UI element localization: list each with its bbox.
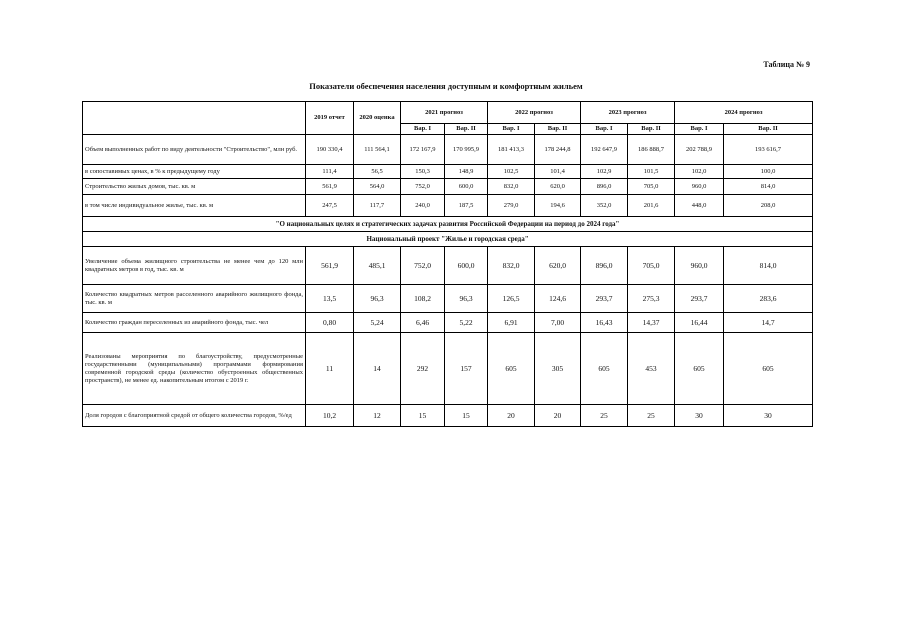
cell-value: 832,0 bbox=[488, 179, 535, 195]
cell-value: 448,0 bbox=[675, 195, 724, 217]
cell-value: 201,6 bbox=[628, 195, 675, 217]
header-2023: 2023 прогноз bbox=[581, 102, 675, 124]
cell-value: 56,5 bbox=[354, 165, 401, 179]
cell-value: 14,7 bbox=[724, 313, 813, 333]
header-empty bbox=[83, 102, 306, 135]
section-title: "О национальных целях и стратегических задачах развития Российской Федерации на период до 2024 года" bbox=[83, 217, 813, 232]
cell-value: 30 bbox=[675, 405, 724, 427]
cell-value: 705,0 bbox=[628, 179, 675, 195]
cell-value: 896,0 bbox=[581, 247, 628, 285]
header-2021: 2021 прогноз bbox=[401, 102, 488, 124]
row-label: в сопоставимых ценах, в % к предыдущему году bbox=[83, 165, 306, 179]
cell-value: 16,43 bbox=[581, 313, 628, 333]
cell-value: 111,4 bbox=[306, 165, 354, 179]
cell-value: 6,46 bbox=[401, 313, 445, 333]
row-label: Доля городов с благоприятной средой от общего количества городов, %/ед bbox=[83, 405, 306, 427]
cell-value: 305 bbox=[535, 333, 581, 405]
cell-value: 896,0 bbox=[581, 179, 628, 195]
cell-value: 605 bbox=[581, 333, 628, 405]
header-2019: 2019 отчет bbox=[306, 102, 354, 135]
header-var2: Вар. II bbox=[724, 124, 813, 135]
cell-value: 283,6 bbox=[724, 285, 813, 313]
row-label: Количество квадратных метров расселенного аварийного жилищного фонда, тыс. кв. м bbox=[83, 285, 306, 313]
section-title: Национальный проект "Жилье и городская среда" bbox=[83, 232, 813, 247]
cell-value: 0,80 bbox=[306, 313, 354, 333]
header-var2: Вар. II bbox=[628, 124, 675, 135]
header-var1: Вар. I bbox=[401, 124, 445, 135]
cell-value: 14,37 bbox=[628, 313, 675, 333]
cell-value: 561,9 bbox=[306, 247, 354, 285]
cell-value: 25 bbox=[628, 405, 675, 427]
header-var2: Вар. II bbox=[535, 124, 581, 135]
row-label: Строительство жилых домов, тыс. кв. м bbox=[83, 179, 306, 195]
cell-value: 453 bbox=[628, 333, 675, 405]
table-number: Таблица № 9 bbox=[763, 60, 810, 69]
row-label: Объем выполненных работ по виду деятельности "Строительство", млн руб. bbox=[83, 135, 306, 165]
table-row bbox=[83, 195, 813, 217]
table-row bbox=[83, 165, 813, 179]
cell-value: 20 bbox=[488, 405, 535, 427]
cell-value: 13,5 bbox=[306, 285, 354, 313]
cell-value: 157 bbox=[445, 333, 488, 405]
cell-value: 832,0 bbox=[488, 247, 535, 285]
cell-value: 247,5 bbox=[306, 195, 354, 217]
table-row bbox=[83, 179, 813, 195]
cell-value: 111 564,1 bbox=[354, 135, 401, 165]
cell-value: 279,0 bbox=[488, 195, 535, 217]
cell-value: 293,7 bbox=[581, 285, 628, 313]
cell-value: 117,7 bbox=[354, 195, 401, 217]
cell-value: 752,0 bbox=[401, 179, 445, 195]
cell-value: 15 bbox=[401, 405, 445, 427]
cell-value: 102,5 bbox=[488, 165, 535, 179]
cell-value: 5,24 bbox=[354, 313, 401, 333]
cell-value: 20 bbox=[535, 405, 581, 427]
cell-value: 605 bbox=[724, 333, 813, 405]
cell-value: 181 413,3 bbox=[488, 135, 535, 165]
row-label: в том числе индивидуальное жилье, тыс. кв. м bbox=[83, 195, 306, 217]
cell-value: 108,2 bbox=[401, 285, 445, 313]
cell-value: 292 bbox=[401, 333, 445, 405]
cell-value: 11 bbox=[306, 333, 354, 405]
cell-value: 752,0 bbox=[401, 247, 445, 285]
cell-value: 561,9 bbox=[306, 179, 354, 195]
cell-value: 564,0 bbox=[354, 179, 401, 195]
header-var1: Вар. I bbox=[675, 124, 724, 135]
cell-value: 7,00 bbox=[535, 313, 581, 333]
cell-value: 485,1 bbox=[354, 247, 401, 285]
cell-value: 620,0 bbox=[535, 247, 581, 285]
cell-value: 814,0 bbox=[724, 247, 813, 285]
cell-value: 172 167,9 bbox=[401, 135, 445, 165]
cell-value: 30 bbox=[724, 405, 813, 427]
cell-value: 600,0 bbox=[445, 179, 488, 195]
header-2024: 2024 прогноз bbox=[675, 102, 813, 124]
table-row bbox=[83, 313, 813, 333]
header-var2: Вар. II bbox=[445, 124, 488, 135]
cell-value: 293,7 bbox=[675, 285, 724, 313]
cell-value: 275,3 bbox=[628, 285, 675, 313]
cell-value: 187,5 bbox=[445, 195, 488, 217]
cell-value: 186 888,7 bbox=[628, 135, 675, 165]
cell-value: 178 244,8 bbox=[535, 135, 581, 165]
header-2022: 2022 прогноз bbox=[488, 102, 581, 124]
cell-value: 150,3 bbox=[401, 165, 445, 179]
cell-value: 148,9 bbox=[445, 165, 488, 179]
cell-value: 102,9 bbox=[581, 165, 628, 179]
cell-value: 192 647,9 bbox=[581, 135, 628, 165]
cell-value: 960,0 bbox=[675, 247, 724, 285]
section-row bbox=[83, 217, 813, 232]
cell-value: 194,6 bbox=[535, 195, 581, 217]
table-row bbox=[83, 135, 813, 165]
cell-value: 193 616,7 bbox=[724, 135, 813, 165]
cell-value: 600,0 bbox=[445, 247, 488, 285]
cell-value: 202 788,9 bbox=[675, 135, 724, 165]
header-var1: Вар. I bbox=[488, 124, 535, 135]
cell-value: 124,6 bbox=[535, 285, 581, 313]
cell-value: 190 330,4 bbox=[306, 135, 354, 165]
cell-value: 96,3 bbox=[445, 285, 488, 313]
header-var1: Вар. I bbox=[581, 124, 628, 135]
cell-value: 240,0 bbox=[401, 195, 445, 217]
cell-value: 5,22 bbox=[445, 313, 488, 333]
cell-value: 620,0 bbox=[535, 179, 581, 195]
cell-value: 960,0 bbox=[675, 179, 724, 195]
indicators-table bbox=[82, 101, 813, 427]
cell-value: 605 bbox=[488, 333, 535, 405]
cell-value: 208,0 bbox=[724, 195, 813, 217]
table-row bbox=[83, 405, 813, 427]
cell-value: 352,0 bbox=[581, 195, 628, 217]
cell-value: 16,44 bbox=[675, 313, 724, 333]
section-row bbox=[83, 232, 813, 247]
table-title: Показатели обеспечения населения доступным и комфортным жильем bbox=[309, 81, 583, 91]
cell-value: 126,5 bbox=[488, 285, 535, 313]
cell-value: 14 bbox=[354, 333, 401, 405]
header-2020: 2020 оценка bbox=[354, 102, 401, 135]
cell-value: 96,3 bbox=[354, 285, 401, 313]
cell-value: 102,0 bbox=[675, 165, 724, 179]
table-row bbox=[83, 333, 813, 405]
cell-value: 814,0 bbox=[724, 179, 813, 195]
row-label: Реализованы мероприятия по благоустройству, предусмотренные государственными (муниципальными) программами формирования современной городской среды (количество обустроенных общественных пространств), не менее ед. накопительным итогом с 2019 г. bbox=[83, 333, 306, 405]
row-label: Увеличение объема жилищного строительства не менее чем до 120 млн квадратных метров в год, тыс. кв. м bbox=[83, 247, 306, 285]
cell-value: 10,2 bbox=[306, 405, 354, 427]
table-row bbox=[83, 247, 813, 285]
table-row bbox=[83, 285, 813, 313]
cell-value: 6,91 bbox=[488, 313, 535, 333]
cell-value: 100,0 bbox=[724, 165, 813, 179]
row-label: Количество граждан переселенных из аварийного фонда, тыс. чел bbox=[83, 313, 306, 333]
cell-value: 15 bbox=[445, 405, 488, 427]
cell-value: 170 995,9 bbox=[445, 135, 488, 165]
cell-value: 101,5 bbox=[628, 165, 675, 179]
cell-value: 705,0 bbox=[628, 247, 675, 285]
cell-value: 605 bbox=[675, 333, 724, 405]
cell-value: 101,4 bbox=[535, 165, 581, 179]
cell-value: 12 bbox=[354, 405, 401, 427]
cell-value: 25 bbox=[581, 405, 628, 427]
